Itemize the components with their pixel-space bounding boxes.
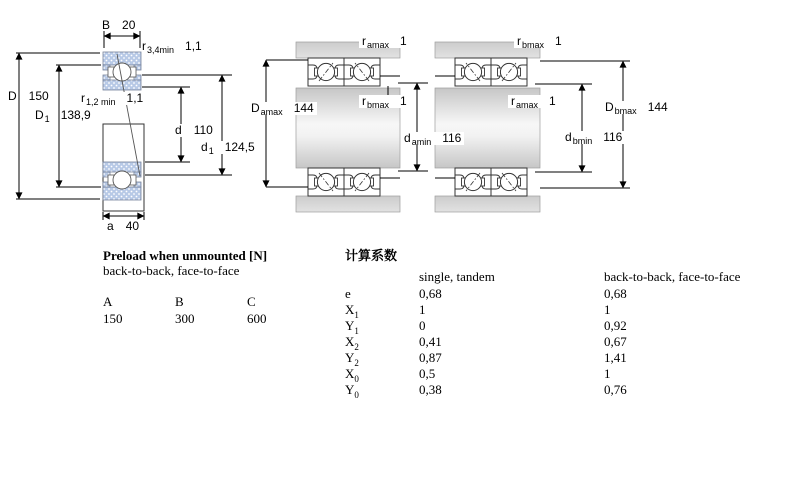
factor-symbol bbox=[345, 366, 419, 382]
dim-symbol: D bbox=[8, 89, 17, 103]
dim-value: 1 bbox=[549, 94, 556, 108]
dim-label-d bbox=[172, 124, 216, 137]
factors-row-X1 bbox=[345, 302, 775, 318]
back-to-back-figure bbox=[266, 42, 428, 212]
dim-subscript: 1,2 min bbox=[86, 97, 116, 107]
dim-subscript: bmin bbox=[572, 136, 593, 146]
preload-column-headers bbox=[103, 294, 333, 309]
factor-value-single: 0,41 bbox=[419, 334, 442, 349]
factor-value-single: 1 bbox=[419, 302, 426, 317]
factor-symbol bbox=[345, 382, 419, 398]
factor-sym: Y bbox=[345, 382, 355, 397]
dim-value: 110 bbox=[193, 123, 213, 137]
factors-col1-header: single, tandem bbox=[419, 269, 495, 284]
factor-symbol bbox=[345, 334, 419, 350]
dim-symbol: r bbox=[511, 94, 515, 108]
dim-label-dbmin bbox=[562, 131, 625, 144]
dim-label-rbmax-bb bbox=[359, 95, 410, 108]
factors-row-Y0 bbox=[345, 382, 775, 398]
dim-value: 150 bbox=[28, 89, 49, 103]
factor-sym: X bbox=[345, 302, 355, 317]
factor-sub: 1 bbox=[354, 310, 359, 320]
dim-symbol: d bbox=[404, 131, 411, 145]
preload-col-A: A bbox=[103, 294, 113, 309]
factor-value-single: 0,87 bbox=[419, 350, 442, 365]
dim-subscript: bmax bbox=[522, 40, 545, 50]
factor-sym: X bbox=[345, 334, 355, 349]
dim-subscript: bmax bbox=[614, 106, 637, 116]
factor-sub: 0 bbox=[354, 374, 359, 384]
preload-value-B: 300 bbox=[175, 311, 195, 326]
factor-value-single: 0,5 bbox=[419, 366, 436, 381]
factors-col2-header: back-to-back, face-to-face bbox=[604, 269, 741, 284]
dim-label-r34 bbox=[142, 40, 202, 53]
dim-subscript: 1 bbox=[208, 146, 214, 156]
face-to-face-figure bbox=[435, 42, 630, 212]
dim-symbol: D bbox=[35, 108, 44, 122]
factor-sub: 1 bbox=[354, 326, 359, 336]
dim-value: 1,1 bbox=[185, 39, 202, 53]
dim-symbol: r bbox=[517, 34, 521, 48]
factor-value-paired: 1 bbox=[604, 366, 611, 381]
dim-label-B bbox=[102, 19, 135, 32]
dim-symbol: d bbox=[201, 140, 208, 154]
dim-label-damin bbox=[401, 132, 464, 145]
dim-label-r12 bbox=[78, 92, 146, 105]
factor-symbol bbox=[345, 318, 419, 334]
dim-label-ramax-bb bbox=[359, 35, 410, 48]
dim-symbol: d bbox=[175, 123, 182, 137]
dim-subscript: bmax bbox=[367, 100, 390, 110]
dim-label-ramax-ff bbox=[508, 95, 559, 108]
factor-sub: 0 bbox=[354, 390, 359, 400]
factor-value-paired: 1 bbox=[604, 302, 611, 317]
dim-subscript: amax bbox=[516, 100, 539, 110]
dim-value: 1 bbox=[555, 34, 562, 48]
dim-symbol: d bbox=[565, 130, 572, 144]
calculation-factors-table bbox=[345, 248, 775, 398]
dim-label-a bbox=[107, 220, 139, 233]
dim-label-D1 bbox=[35, 109, 91, 122]
dim-value: 1 bbox=[400, 34, 407, 48]
dim-subscript: 1 bbox=[44, 114, 50, 124]
factor-sym: X bbox=[345, 366, 355, 381]
factors-column-headers bbox=[345, 269, 775, 286]
dim-symbol: B bbox=[102, 18, 111, 32]
factor-symbol bbox=[345, 350, 419, 366]
dim-value: 138,9 bbox=[60, 108, 91, 122]
dim-label-rbmax-ff bbox=[514, 35, 565, 48]
dim-value: 1,1 bbox=[126, 91, 144, 105]
preload-col-C: C bbox=[247, 294, 256, 309]
dim-subscript: amin bbox=[411, 137, 432, 147]
preload-values bbox=[103, 311, 333, 326]
factor-value-paired: 1,41 bbox=[604, 350, 627, 365]
dim-symbol: r bbox=[362, 94, 366, 108]
preload-col-B: B bbox=[175, 294, 184, 309]
dim-symbol: r bbox=[142, 39, 146, 53]
dim-label-D bbox=[8, 90, 49, 103]
factor-sub: 2 bbox=[354, 358, 359, 368]
dim-value: 40 bbox=[125, 219, 140, 233]
factor-value-paired: 0,92 bbox=[604, 318, 627, 333]
factor-value-paired: 0,68 bbox=[604, 286, 627, 301]
dim-symbol: r bbox=[81, 91, 85, 105]
factors-header-spacer bbox=[345, 269, 419, 286]
dim-symbol: r bbox=[362, 34, 366, 48]
factor-sym: e bbox=[345, 286, 351, 301]
factors-row-Y1 bbox=[345, 318, 775, 334]
dim-value: 144 bbox=[293, 101, 314, 115]
dim-label-d1 bbox=[198, 141, 258, 154]
dim-label-Damax bbox=[248, 102, 317, 115]
dim-subscript: amax bbox=[260, 107, 283, 117]
dim-value: 124,5 bbox=[224, 140, 255, 154]
factor-symbol bbox=[345, 286, 419, 302]
factor-value-single: 0 bbox=[419, 318, 426, 333]
factor-sym: Y bbox=[345, 350, 355, 365]
factor-value-single: 0,38 bbox=[419, 382, 442, 397]
dim-symbol: D bbox=[251, 101, 260, 115]
factor-sub: 2 bbox=[354, 342, 359, 352]
dim-subscript: 3,4min bbox=[147, 45, 175, 55]
dim-subscript: amax bbox=[367, 40, 390, 50]
factor-value-single: 0,68 bbox=[419, 286, 442, 301]
factor-value-paired: 0,67 bbox=[604, 334, 627, 349]
factor-sym: Y bbox=[345, 318, 355, 333]
dim-value: 116 bbox=[603, 130, 623, 144]
dim-value: 116 bbox=[442, 131, 462, 145]
dim-value: 144 bbox=[647, 100, 668, 114]
preload-subtitle: back-to-back, face-to-face bbox=[103, 263, 240, 278]
preload-value-C: 600 bbox=[247, 311, 267, 326]
factor-symbol bbox=[345, 302, 419, 318]
dim-value: 20 bbox=[122, 18, 136, 32]
preload-title: Preload when unmounted [N] bbox=[103, 248, 268, 263]
dim-label-Dbmax bbox=[602, 101, 671, 114]
factors-row-Y2 bbox=[345, 350, 775, 366]
factors-row-X2 bbox=[345, 334, 775, 350]
dim-value: 1 bbox=[400, 94, 407, 108]
factors-row-X0 bbox=[345, 366, 775, 382]
factor-value-paired: 0,76 bbox=[604, 382, 627, 397]
factors-title: 计算系数 bbox=[345, 248, 398, 263]
dim-symbol: D bbox=[605, 100, 614, 114]
factors-row-e bbox=[345, 286, 775, 302]
dim-symbol: a bbox=[107, 219, 114, 233]
preload-value-A: 150 bbox=[103, 311, 123, 326]
preload-table bbox=[103, 248, 333, 326]
